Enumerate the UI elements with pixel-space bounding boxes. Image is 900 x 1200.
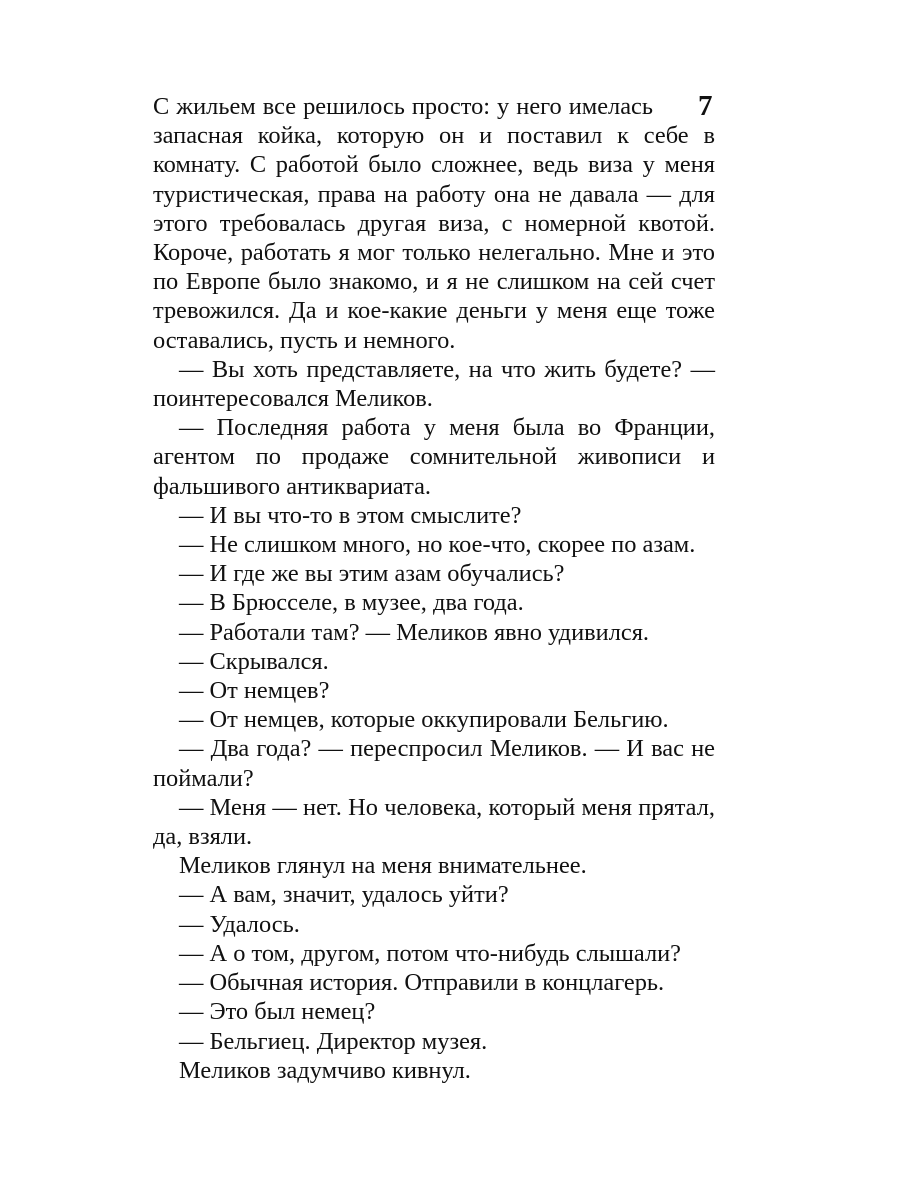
paragraph-6: — И где же вы этим азам обучались? xyxy=(179,560,565,588)
paragraph-18: — Обычная история. Отправили в концлагерь. xyxy=(179,969,665,997)
paragraph-4: — И вы что-то в этом смыслите? xyxy=(179,501,522,529)
paragraph-11: — От немцев, которые оккупировали Бельгию. xyxy=(179,706,669,734)
paragraph-8: — Работали там? — Меликов явно удивился. xyxy=(179,618,650,646)
paragraph-21: Меликов задумчиво кивнул. xyxy=(179,1056,471,1084)
paragraph-5: — Не слишком много, но кое-что, скорее по азам. xyxy=(179,531,696,559)
paragraph-13: — Меня — нет. Но человека, который меня прятал, да, взяли. xyxy=(153,793,715,851)
paragraph-10: — От немцев? xyxy=(179,677,330,705)
paragraph-14: Меликов глянул на меня внимательнее. xyxy=(179,852,587,880)
paragraph-16: — Удалось. xyxy=(179,910,300,938)
paragraph-15: — А вам, значит, удалось уйти? xyxy=(179,881,509,909)
paragraph-19: — Это был немец? xyxy=(179,998,376,1026)
paragraph-12: — Два года? — переспросил Меликов. — И вас не поймали? xyxy=(153,735,715,792)
paragraph-1-first-line: С жильем все решилось просто: у него имелась xyxy=(153,93,653,120)
paragraph-1-rest: запасная койка, которую он и поставил к себе в комнату. С работой было сложнее, ведь виза у меня туристическая, права на работу она не давала — для этого требовалась другая виза, с номерной квотой. Короче, работать я мог только нелегально. Мне и это по Европе было знакомо, и я не слишком на сей счет тревожился. Да и кое-какие деньги у меня еще тоже оставались, пусть и немного. xyxy=(153,122,715,354)
page-number: 7 xyxy=(698,90,713,122)
paragraph-1 xyxy=(153,92,715,355)
paragraph-7: — В Брюсселе, в музее, два года. xyxy=(179,589,524,617)
paragraph-20: — Бельгиец. Директор музея. xyxy=(179,1027,488,1055)
paragraph-2: — Вы хоть представляете, на что жить будете? — поинтересовался Меликов. xyxy=(153,355,715,413)
paragraph-9: — Скрывался. xyxy=(179,647,329,675)
text-body xyxy=(153,92,715,1085)
paragraph-3: — Последняя работа у меня была во Франции, агентом по продаже сомнительной живописи и фальшивого антиквариата. xyxy=(153,414,715,500)
paragraph-17: — А о том, другом, потом что-нибудь слышали? xyxy=(179,939,682,967)
